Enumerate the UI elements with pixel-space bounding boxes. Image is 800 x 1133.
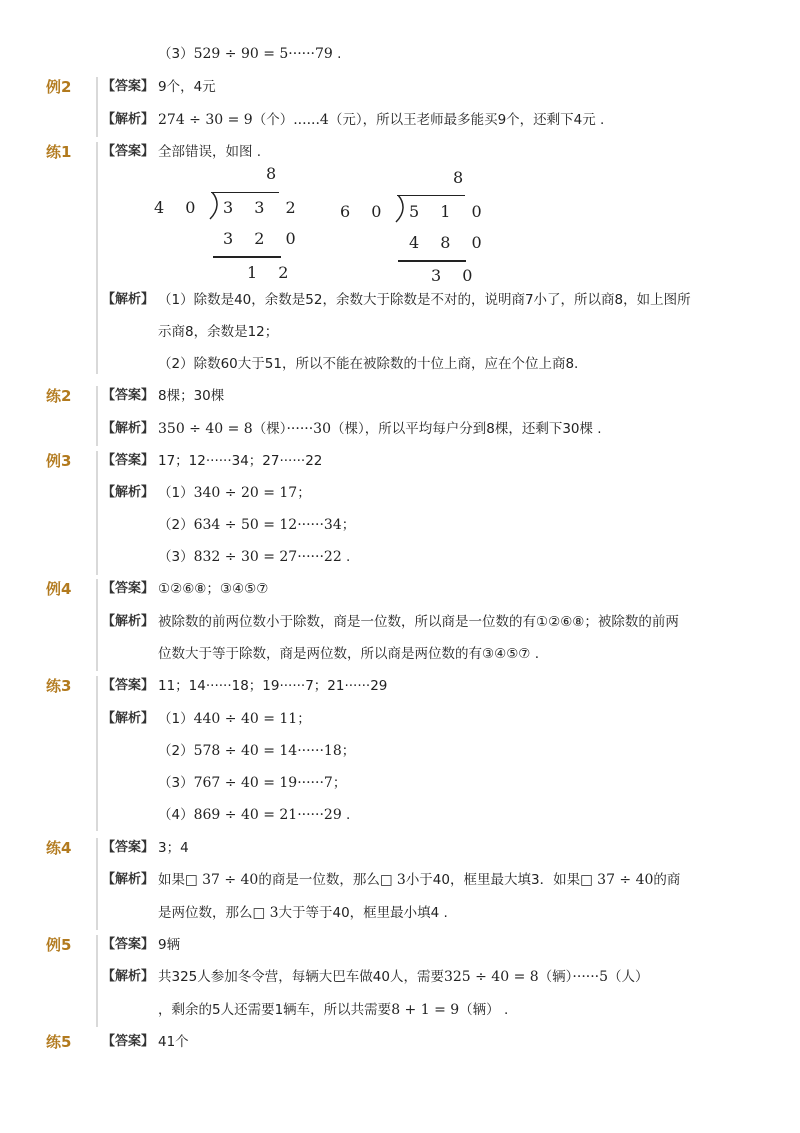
math-expression: 340 ÷ 20 = 17: [193, 485, 298, 501]
math-expression: 3: [396, 872, 406, 888]
math-expression: 634 ÷ 50 = 12······34: [193, 517, 342, 533]
punctuation: ；: [341, 743, 356, 759]
blank-box-icon: □: [580, 872, 593, 888]
section-divider: [96, 579, 98, 671]
remainder: ······30: [286, 421, 331, 437]
bracket-curve: [395, 195, 407, 223]
analysis-line: 示商8，余数是12；: [158, 324, 279, 340]
analysis-label: 【解析】: [102, 711, 155, 726]
analysis-item: [158, 710, 311, 728]
unit: （棵）: [330, 421, 365, 437]
product: 3 2 0: [223, 229, 304, 248]
section-tag-ex2: 例2: [46, 78, 72, 96]
section-divider: [96, 676, 98, 831]
answer-text: 9辆: [158, 937, 181, 953]
blank-box-icon: □: [185, 872, 198, 888]
answer-text: 41个: [158, 1034, 189, 1050]
analysis-line: [158, 968, 649, 986]
section-divider: [96, 935, 98, 1027]
analysis-label: 【解析】: [102, 872, 155, 887]
quotient: 8: [266, 164, 285, 183]
answer-label: 【答案】: [102, 840, 155, 855]
punctuation: .: [346, 549, 351, 565]
section-tag-ex4: 例4: [46, 580, 72, 598]
answer-text: 11；14······18；19······7；21······29: [158, 678, 388, 694]
item-index: （3）: [158, 549, 194, 565]
analysis-item: [158, 516, 355, 534]
math-expression: 529 ÷ 90 = 5······79: [193, 46, 333, 62]
product: 4 8 0: [409, 233, 490, 252]
math-expression: 350 ÷ 40 = 8: [158, 421, 253, 437]
answer-label: 【答案】: [102, 581, 155, 596]
math-expression: 832 ÷ 30 = 27······22: [193, 549, 342, 565]
answer-label: 【答案】: [102, 388, 155, 403]
section-divider: [96, 451, 98, 575]
analysis-label: 【解析】: [102, 614, 155, 629]
analysis-text: 的商是一位数，那么: [258, 872, 380, 888]
math-expression: 325 ÷ 40 = 8: [443, 969, 539, 985]
analysis-text: ，剩余的5人还需要1辆车，所以共需要: [158, 1002, 392, 1018]
unit: （棵）: [252, 421, 287, 437]
analysis-label: 【解析】: [102, 112, 155, 127]
section-divider: [96, 142, 98, 374]
item-index: （3）: [158, 775, 194, 791]
analysis-text: 的商: [653, 872, 681, 888]
section-tag-pr2: 练2: [46, 387, 72, 405]
unit: （辆）: [538, 969, 573, 985]
divisor: 4 0: [154, 198, 204, 217]
dividend: 5 1 0: [409, 202, 490, 221]
answer-label: 【答案】: [102, 1034, 155, 1049]
analysis-label: 【解析】: [102, 969, 155, 984]
analysis-item: [158, 742, 355, 760]
quotient: 8: [453, 168, 472, 187]
divisor: 6 0: [340, 202, 390, 221]
punctuation: ；: [297, 485, 311, 501]
division-bracket: [397, 195, 465, 196]
math-expression: 37 ÷ 40: [202, 872, 259, 888]
analysis-line: [158, 420, 602, 438]
section-divider: [96, 77, 98, 137]
analysis-line: （1）除数是40，余数是52，余数大于除数是不对的，说明商7小了，所以商8，如上图所: [158, 292, 691, 308]
analysis-line: [158, 111, 604, 129]
analysis-line: 被除数的前两位数小于除数，商是一位数，所以商是一位数的有①②⑥⑧；被除数的前两: [158, 614, 679, 630]
answer-text: ①②⑥⑧；③④⑤⑦: [158, 581, 269, 597]
analysis-item: [158, 484, 311, 502]
punctuation: ；: [341, 517, 356, 533]
bracket-curve: [209, 192, 221, 220]
remainder: ······5: [572, 969, 609, 985]
section-tag-ex5: 例5: [46, 936, 72, 954]
analysis-label: 【解析】: [102, 421, 155, 436]
item-index: （1）: [158, 485, 194, 501]
analysis-text: 共325人参加冬令营，每辆大巴车做40人，需要: [158, 969, 444, 985]
answer-label: 【答案】: [102, 678, 155, 693]
subtraction-line: [398, 260, 466, 262]
punctuation: .: [503, 1002, 509, 1018]
analysis-line: [158, 871, 680, 889]
remainder: 3 0: [431, 266, 481, 285]
analysis-item: [158, 806, 350, 824]
section-tag-pr3: 练3: [46, 677, 72, 695]
top-line: [158, 45, 341, 63]
section-tag-ex3: 例3: [46, 452, 72, 470]
answer-text: 9个，4元: [158, 79, 216, 95]
dividend: 3 3 2: [223, 198, 304, 217]
math-expression: 578 ÷ 40 = 14······18: [193, 743, 342, 759]
answer-label: 【答案】: [102, 453, 155, 468]
item-index: （2）: [158, 743, 194, 759]
unit: （辆）: [459, 1002, 500, 1018]
answer-label: 【答案】: [102, 937, 155, 952]
analysis-text: 是两位数，那么: [158, 905, 253, 921]
unit: （人）: [608, 969, 649, 985]
section-divider: [96, 386, 98, 446]
analysis-text: ，所以平均每户分到8棵，还剩下30棵 .: [364, 421, 602, 437]
division-bracket: [211, 192, 279, 193]
math-expression: 37 ÷ 40: [597, 872, 654, 888]
analysis-line: 位数大于等于除数，商是两位数，所以商是两位数的有③④⑤⑦ .: [158, 646, 539, 662]
answer-text: 全部错误，如图 .: [158, 144, 262, 160]
analysis-text: 如果: [158, 872, 185, 888]
analysis-line: [158, 904, 448, 922]
punctuation: ；: [332, 775, 347, 791]
answer-text: 8棵；30棵: [158, 388, 225, 404]
analysis-item: [158, 774, 346, 792]
analysis-text: 大于等于40，框里最小填4 .: [278, 905, 448, 921]
math-expression: 274 ÷ 30 = 9: [158, 112, 253, 128]
item-index: （1）: [158, 711, 194, 727]
math-expression: 440 ÷ 40 = 11: [193, 711, 298, 727]
math-expression: 869 ÷ 40 = 21······29: [193, 807, 342, 823]
answer-label: 【答案】: [102, 144, 155, 159]
unit: （元）: [328, 112, 363, 128]
item-index: （2）: [158, 517, 194, 533]
item-index: （4）: [158, 807, 194, 823]
analysis-text: ，所以王老师最多能买9个，还剩下4元 .: [362, 112, 605, 128]
punctuation: .: [346, 807, 351, 823]
section-tag-pr4: 练4: [46, 839, 72, 857]
answer-text: 17；12······34；27······22: [158, 453, 323, 469]
punctuation: .: [337, 46, 342, 62]
answer-text: 3；4: [158, 840, 189, 856]
section-tag-pr1: 练1: [46, 143, 72, 161]
math-expression: 8 + 1 = 9: [391, 1002, 460, 1018]
answer-label: 【答案】: [102, 79, 155, 94]
analysis-line: [158, 1001, 508, 1019]
analysis-item: [158, 548, 350, 566]
math-expression: 767 ÷ 40 = 19······7: [193, 775, 333, 791]
item-index: （3）: [158, 46, 194, 62]
analysis-text: 小于40，框里最大填3．如果: [405, 872, 581, 888]
blank-box-icon: □: [379, 872, 393, 888]
unit: （个）: [252, 112, 294, 128]
subtraction-line: [213, 256, 281, 258]
analysis-label: 【解析】: [102, 485, 155, 500]
remainder: ......4: [293, 112, 329, 128]
blank-box-icon: □: [252, 905, 266, 921]
punctuation: ；: [297, 711, 311, 727]
math-expression: 3: [269, 905, 279, 921]
remainder: 1 2: [247, 263, 297, 282]
analysis-label: 【解析】: [102, 292, 155, 307]
section-tag-pr5: 练5: [46, 1033, 72, 1051]
analysis-line: （2）除数60大于51，所以不能在被除数的十位上商，应在个位上商8.: [158, 356, 579, 372]
section-divider: [96, 838, 98, 930]
